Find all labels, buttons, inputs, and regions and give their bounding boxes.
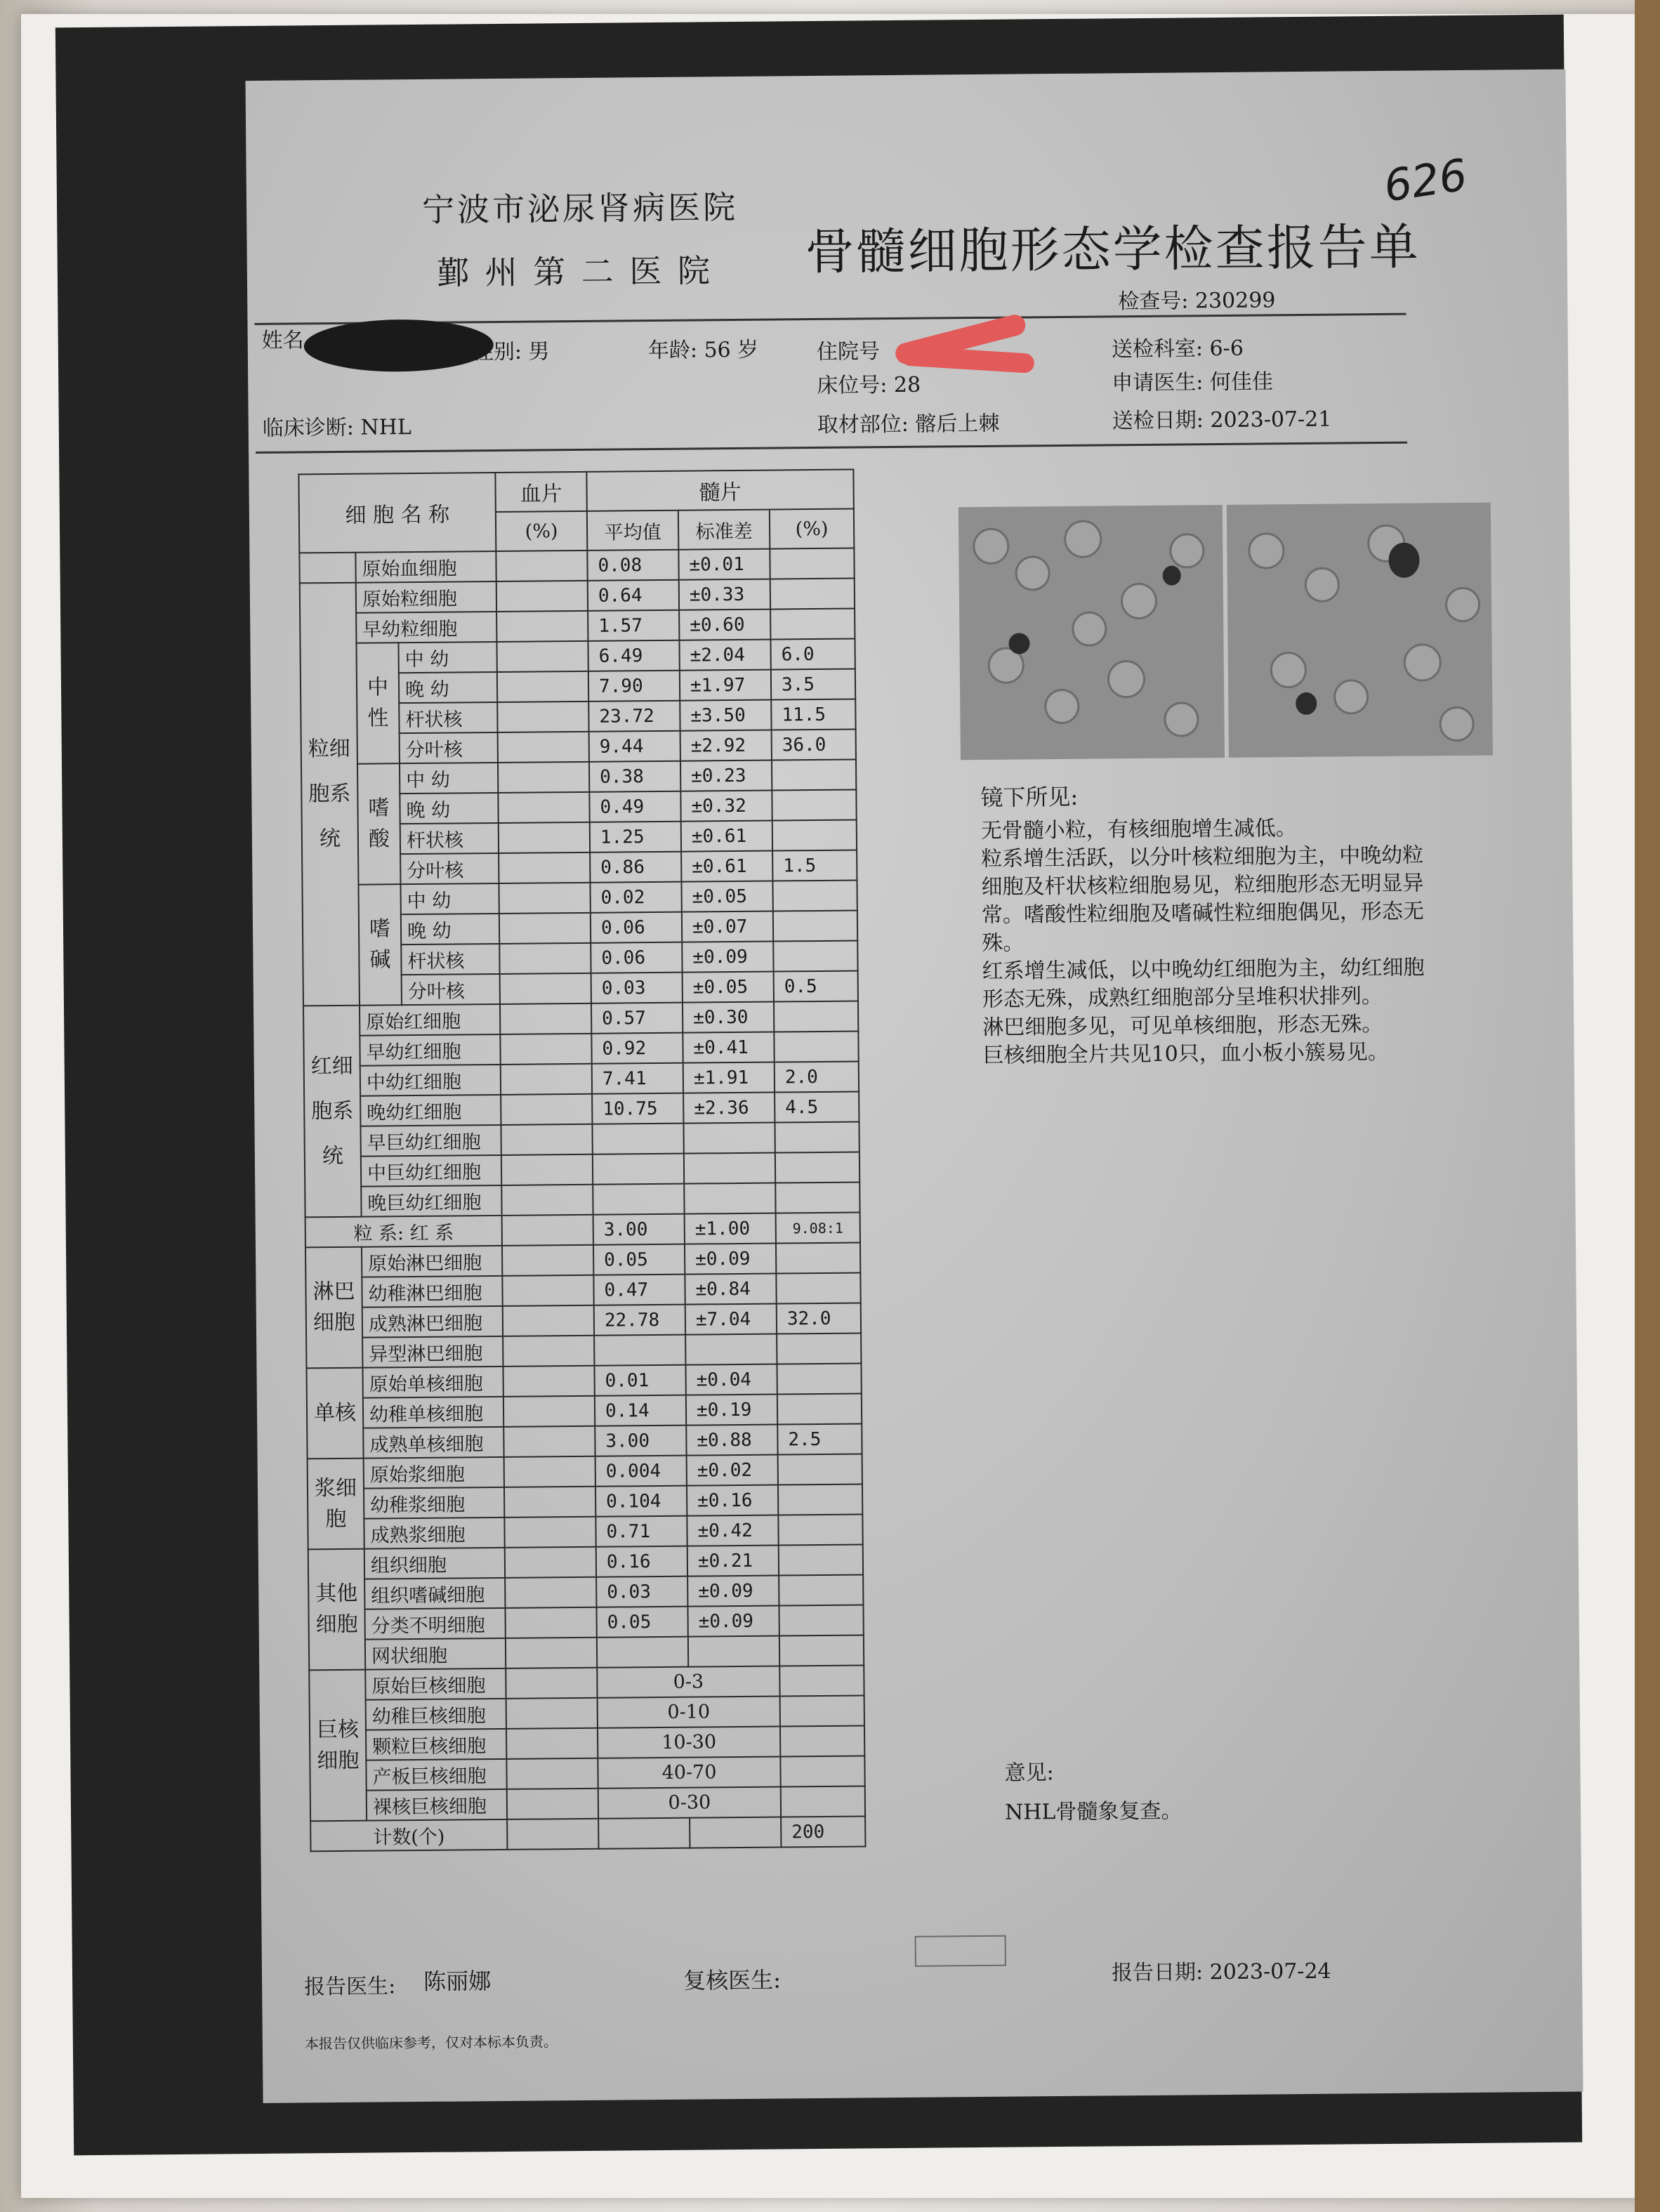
reference-range: 0-30 bbox=[598, 1787, 781, 1819]
pct-value bbox=[780, 1725, 864, 1756]
report-date: 报告日期: 2023-07-24 bbox=[1111, 1958, 1331, 1986]
cell-name: 中 幼 bbox=[398, 642, 496, 673]
pct-value bbox=[779, 1574, 863, 1605]
sd-value bbox=[688, 1636, 779, 1667]
table-row bbox=[306, 1333, 861, 1368]
mean-value: 9.44 bbox=[589, 731, 680, 762]
mean-value bbox=[593, 1184, 684, 1215]
col-header-mean: 平均值 bbox=[587, 511, 678, 551]
hospital-name-1: 宁波市泌尿肾病医院 bbox=[421, 187, 739, 229]
cell-count-table bbox=[298, 469, 866, 1852]
pct-value bbox=[770, 579, 855, 610]
mean-value: 10.75 bbox=[592, 1093, 683, 1124]
pct-value bbox=[773, 941, 857, 972]
table-row bbox=[308, 1484, 862, 1519]
sd-value: ±1.91 bbox=[683, 1062, 775, 1093]
sd-value: ±0.41 bbox=[683, 1032, 774, 1063]
cell-name: 早幼粒细胞 bbox=[356, 612, 496, 643]
group-erythroid: 红细胞系统 bbox=[303, 1006, 362, 1218]
pen-redaction-stroke bbox=[900, 345, 1034, 374]
pct-value: 32.0 bbox=[777, 1303, 861, 1334]
pct-value bbox=[780, 1695, 864, 1726]
sd-value bbox=[684, 1153, 775, 1184]
group-megakaryocyte: 巨核细胞 bbox=[309, 1670, 367, 1822]
table-row bbox=[306, 1363, 861, 1398]
table-row bbox=[304, 1062, 859, 1097]
mean-value: 0.57 bbox=[591, 1003, 683, 1034]
findings-line: 无骨髓小粒，有核细胞增生减低。 bbox=[980, 816, 1297, 843]
mean-value bbox=[597, 1637, 688, 1668]
pct-value bbox=[777, 1393, 862, 1424]
mean-value: 1.25 bbox=[590, 822, 681, 852]
table-row bbox=[303, 1032, 858, 1067]
pct-value bbox=[775, 1182, 859, 1213]
pct-value bbox=[770, 548, 854, 579]
cell-name: 成熟单核细胞 bbox=[363, 1427, 503, 1459]
sd-value: ±2.92 bbox=[680, 730, 772, 761]
pct-value bbox=[777, 1363, 861, 1394]
pct-value bbox=[772, 790, 856, 821]
handwritten-number: 626 bbox=[1381, 149, 1470, 212]
col-header-sd: 标准差 bbox=[678, 510, 770, 550]
sd-value bbox=[683, 1123, 775, 1154]
col-header-pct2: (%) bbox=[770, 509, 854, 549]
cell-name: 晚 幼 bbox=[400, 793, 498, 824]
cell-name: 网状细胞 bbox=[365, 1638, 506, 1670]
pct-value: 11.5 bbox=[771, 699, 855, 730]
table-row bbox=[306, 1303, 861, 1338]
findings-line: 常。嗜酸性粒细胞及嗜碱性粒细胞偶见，形态无 bbox=[981, 899, 1425, 928]
cell-name: 裸核巨核细胞 bbox=[367, 1789, 507, 1821]
cell-name: 成熟淋巴细胞 bbox=[362, 1306, 503, 1338]
cell-name: 原始巨核细胞 bbox=[365, 1668, 506, 1700]
sd-value bbox=[684, 1183, 775, 1214]
age: 年龄: 56 岁 bbox=[647, 337, 759, 364]
sd-value: ±0.09 bbox=[685, 1244, 776, 1275]
table-row bbox=[300, 609, 855, 644]
sd-value: ±2.04 bbox=[679, 640, 770, 671]
sd-value: ±7.04 bbox=[685, 1304, 777, 1335]
table-row bbox=[310, 1786, 865, 1821]
cell-name: 分叶核 bbox=[402, 974, 500, 1005]
micrograph-left bbox=[959, 505, 1225, 760]
name-redaction bbox=[303, 319, 494, 372]
findings-line: 殊。 bbox=[982, 930, 1025, 956]
pct-value bbox=[778, 1484, 862, 1515]
pct-value: 2.5 bbox=[777, 1423, 862, 1454]
cell-name: 早幼红细胞 bbox=[360, 1034, 500, 1066]
pct-value: 1.5 bbox=[772, 850, 857, 881]
pct-value: 4.5 bbox=[775, 1092, 859, 1123]
mean-value: 0.104 bbox=[595, 1486, 687, 1517]
mean-value: 0.06 bbox=[591, 942, 682, 973]
cell-name: 中幼红细胞 bbox=[360, 1065, 501, 1096]
findings-line: 形态无殊，成熟红细胞部分呈堆积状排列。 bbox=[982, 983, 1383, 1012]
report-doctor-label: 报告医生: bbox=[304, 1974, 396, 2000]
sd-value bbox=[685, 1334, 777, 1365]
cell-name: 杆状核 bbox=[401, 944, 499, 975]
mean-value: 0.16 bbox=[596, 1546, 687, 1577]
mean-value: 23.72 bbox=[588, 701, 680, 732]
cell-name: 组织细胞 bbox=[364, 1548, 505, 1579]
table-row bbox=[309, 1635, 864, 1670]
sd-value: ±2.36 bbox=[683, 1093, 775, 1124]
mean-value: 0.05 bbox=[596, 1607, 687, 1638]
mean-value: 0.71 bbox=[595, 1516, 687, 1547]
cell-name: 幼稚淋巴细胞 bbox=[362, 1276, 502, 1308]
group-monocyte: 单核 bbox=[306, 1368, 363, 1459]
mean-value: 0.03 bbox=[591, 973, 683, 1003]
pct-value bbox=[774, 1001, 858, 1032]
table-row bbox=[300, 579, 855, 614]
sd-value: ±0.05 bbox=[683, 972, 774, 1003]
table-row bbox=[305, 1152, 859, 1187]
mean-value: 0.004 bbox=[595, 1456, 687, 1487]
pct-value bbox=[774, 1032, 858, 1062]
mean-value: 0.49 bbox=[589, 791, 680, 822]
cell-name: 晚巨幼红细胞 bbox=[361, 1185, 501, 1217]
mean-value bbox=[593, 1154, 684, 1185]
table-row bbox=[307, 1393, 862, 1428]
pct-value bbox=[775, 1152, 859, 1183]
pct-value bbox=[779, 1544, 863, 1575]
cell-name: 异型淋巴细胞 bbox=[362, 1336, 503, 1368]
pct-value bbox=[779, 1665, 864, 1696]
cell-name: 组织嗜碱细胞 bbox=[364, 1578, 505, 1609]
mean-value: 0.86 bbox=[590, 852, 681, 883]
findings-heading: 镜下所见: bbox=[980, 783, 1079, 811]
sd-value: ±0.04 bbox=[685, 1364, 777, 1395]
cell-name: 原始淋巴细胞 bbox=[362, 1246, 502, 1277]
disclaimer: 本报告仅供临床参考，仅对本标本负责。 bbox=[304, 2033, 558, 2053]
mean-value: 0.02 bbox=[590, 882, 681, 913]
report-sheet bbox=[245, 70, 1583, 2103]
mean-value: 0.47 bbox=[593, 1275, 685, 1305]
cell-name: 幼稚浆细胞 bbox=[364, 1487, 504, 1519]
subgroup-eosinophil: 嗜酸 bbox=[357, 763, 400, 885]
subgroup-basophil: 嗜碱 bbox=[358, 884, 401, 1006]
sd-value: ±0.23 bbox=[680, 761, 772, 791]
pct-value bbox=[778, 1454, 862, 1484]
table-row bbox=[308, 1544, 863, 1579]
cell-name: 幼稚巨核细胞 bbox=[366, 1699, 506, 1730]
table-edge bbox=[1635, 0, 1660, 2212]
bed-number: 床位号: 28 bbox=[817, 372, 921, 398]
col-header-blood-smear: 血片 bbox=[495, 472, 586, 512]
col-header-pct: (%) bbox=[496, 511, 587, 551]
mean-value: 0.64 bbox=[588, 580, 679, 611]
submit-date: 送检日期: 2023-07-21 bbox=[1112, 407, 1332, 434]
pct-value bbox=[780, 1756, 864, 1786]
table-row bbox=[304, 1092, 859, 1127]
mean-value: 7.41 bbox=[592, 1063, 683, 1094]
sd-value: ±0.32 bbox=[680, 791, 772, 822]
mean-value: 0.06 bbox=[591, 912, 682, 943]
table-row bbox=[308, 1454, 862, 1489]
col-header-marrow-smear: 髓片 bbox=[586, 470, 853, 511]
mean-value: 1.57 bbox=[588, 610, 679, 641]
sd-value: ±0.19 bbox=[686, 1395, 777, 1426]
sd-value: ±3.50 bbox=[680, 700, 771, 731]
pct-value bbox=[778, 1514, 862, 1545]
cell-name: 粒 系: 红 系 bbox=[305, 1216, 502, 1247]
hospital-name-2: 鄞 州 第 二 医 院 bbox=[436, 251, 713, 292]
cell-name: 分类不明细胞 bbox=[364, 1608, 505, 1640]
pct-value bbox=[772, 881, 857, 911]
cell-name: 成熟浆细胞 bbox=[364, 1518, 504, 1549]
table-row bbox=[302, 881, 857, 916]
cell-name: 中 幼 bbox=[400, 763, 498, 794]
group-lymphocyte: 淋巴细胞 bbox=[305, 1247, 362, 1369]
mean-value: 0.14 bbox=[595, 1395, 686, 1426]
cell-name: 杆状核 bbox=[400, 823, 499, 854]
pct-value bbox=[779, 1605, 863, 1635]
sd-value: ±0.30 bbox=[683, 1002, 774, 1033]
sd-value: ±1.00 bbox=[685, 1213, 776, 1244]
report-title: 骨髓细胞形态学检查报告单 bbox=[805, 218, 1421, 282]
findings-line: 粒系增生活跃，以分叶核粒细胞为主，中晚幼粒 bbox=[981, 843, 1424, 871]
exam-number: 检查号: 230299 bbox=[1118, 288, 1276, 315]
sd-value: ±0.61 bbox=[681, 821, 772, 852]
pct-value bbox=[779, 1635, 864, 1666]
sd-value: ±0.33 bbox=[679, 579, 770, 610]
cell-name: 颗粒巨核细胞 bbox=[366, 1729, 506, 1760]
cell-name: 幼稚单核细胞 bbox=[363, 1397, 503, 1428]
ratio-value: 9.08:1 bbox=[776, 1212, 860, 1243]
sd-value: ±0.21 bbox=[687, 1546, 779, 1576]
photocopy bbox=[55, 15, 1582, 2156]
pct-value bbox=[776, 1272, 860, 1303]
reference-range: 40-70 bbox=[598, 1757, 780, 1789]
table-row bbox=[308, 1574, 863, 1609]
reference-range: 0-3 bbox=[597, 1666, 779, 1698]
table-row bbox=[310, 1695, 864, 1730]
table-row bbox=[308, 1514, 862, 1549]
mean-value bbox=[594, 1335, 685, 1366]
gender: 性别: 男 bbox=[472, 339, 550, 365]
opinion-text: NHL骨髓象复查。 bbox=[1004, 1798, 1183, 1825]
pct-value: 36.0 bbox=[772, 730, 856, 761]
table-row bbox=[308, 1605, 863, 1640]
sd-value: ±1.97 bbox=[680, 670, 771, 701]
findings-line: 淋巴细胞多见，可见单核细胞，形态无殊。 bbox=[982, 1011, 1383, 1040]
table-row bbox=[310, 1756, 864, 1791]
table-row bbox=[301, 760, 856, 795]
mean-value: 0.01 bbox=[594, 1365, 685, 1396]
table-row bbox=[305, 1272, 860, 1308]
sd-value: ±0.05 bbox=[681, 881, 772, 912]
pct-value: 3.5 bbox=[771, 669, 855, 700]
mean-value: 22.78 bbox=[594, 1305, 685, 1336]
subgroup-neutrophil: 中性 bbox=[356, 643, 399, 764]
pct-value bbox=[772, 760, 856, 791]
mean-value: 7.90 bbox=[588, 671, 680, 702]
mean-value: 0.08 bbox=[587, 550, 678, 581]
cell-name: 早巨幼红细胞 bbox=[360, 1125, 501, 1157]
pct-value bbox=[777, 1333, 861, 1364]
opinion-heading: 意见: bbox=[1004, 1760, 1054, 1786]
sd-value: ±0.88 bbox=[686, 1425, 777, 1456]
pct-value: 6.0 bbox=[770, 639, 855, 670]
reference-range: 10-30 bbox=[598, 1727, 780, 1758]
pct-value: 2.0 bbox=[775, 1062, 859, 1093]
review-doctor-label: 复核医生: bbox=[683, 1966, 782, 1994]
mean-value: 0.03 bbox=[596, 1576, 687, 1607]
pct-value bbox=[781, 1786, 865, 1817]
count-value: 200 bbox=[781, 1816, 865, 1847]
group-granulocyte: 粒细胞系统 bbox=[300, 583, 360, 1006]
group-plasma: 浆细胞 bbox=[308, 1459, 364, 1550]
cell-name: 原始单核细胞 bbox=[362, 1367, 503, 1398]
cell-name: 原始血细胞 bbox=[355, 551, 496, 583]
pct-value bbox=[776, 1242, 860, 1273]
mean-value: 6.49 bbox=[588, 640, 679, 671]
sd-value: ±0.02 bbox=[687, 1455, 778, 1486]
mean-value: 3.00 bbox=[593, 1214, 685, 1245]
sd-value: ±0.16 bbox=[687, 1485, 778, 1516]
micrograph-right bbox=[1227, 503, 1493, 758]
sd-value: ±0.09 bbox=[682, 942, 773, 973]
clinical-diagnosis: 临床诊断: NHL bbox=[262, 415, 411, 441]
cell-name: 中 幼 bbox=[400, 883, 499, 914]
info-rule bbox=[256, 442, 1407, 454]
sd-value: ±0.60 bbox=[679, 610, 770, 640]
cell-name: 原始红细胞 bbox=[360, 1004, 500, 1036]
table-row bbox=[303, 1001, 858, 1036]
table-row bbox=[304, 1122, 859, 1157]
cell-name: 晚 幼 bbox=[399, 672, 497, 703]
name-label: 姓名 bbox=[261, 328, 304, 353]
cell-name: 分叶核 bbox=[400, 732, 498, 763]
count-row bbox=[310, 1816, 865, 1851]
pct-value bbox=[770, 609, 855, 640]
table-row bbox=[309, 1665, 864, 1700]
table-row bbox=[300, 639, 855, 674]
department: 送检科室: 6-6 bbox=[1111, 336, 1244, 362]
findings-line: 巨核细胞全片共见10只，血小板小簇易见。 bbox=[982, 1039, 1389, 1068]
pct-value: 0.5 bbox=[774, 971, 858, 1002]
mean-value bbox=[592, 1124, 683, 1154]
cell-name: 晚幼红细胞 bbox=[360, 1095, 501, 1126]
sample-site: 取材部位: 髂后上棘 bbox=[817, 411, 1000, 437]
sd-value: ±0.07 bbox=[682, 911, 773, 942]
pct-value bbox=[773, 911, 857, 942]
col-header-cell-name: 细 胞 名 称 bbox=[298, 473, 496, 553]
findings-line: 细胞及杆状核粒细胞易见，粒细胞形态无明显异 bbox=[981, 871, 1424, 900]
reference-range: 0-10 bbox=[598, 1697, 780, 1728]
inpatient-number-label: 住院号 bbox=[816, 339, 881, 364]
requesting-doctor: 申请医生: 何佳佳 bbox=[1112, 369, 1274, 396]
mean-value: 3.00 bbox=[595, 1426, 686, 1456]
sd-value: ±0.01 bbox=[678, 549, 770, 580]
cell-name: 杆状核 bbox=[399, 702, 497, 733]
group-other: 其他细胞 bbox=[308, 1549, 365, 1671]
mean-value: 0.38 bbox=[589, 761, 680, 792]
count-label: 计数(个) bbox=[310, 1819, 507, 1851]
seal-stamp bbox=[915, 1935, 1006, 1967]
report-doctor-name: 陈丽娜 bbox=[423, 1968, 492, 1995]
mean-value: 0.92 bbox=[591, 1033, 683, 1064]
table-row bbox=[305, 1182, 859, 1217]
table-row bbox=[310, 1725, 864, 1760]
table-row bbox=[299, 548, 854, 584]
sd-value: ±0.42 bbox=[687, 1515, 778, 1546]
table-row bbox=[305, 1212, 860, 1247]
table-row bbox=[307, 1423, 862, 1459]
findings-line: 红系增生减低，以中晚幼红细胞为主，幼红细胞 bbox=[982, 955, 1425, 984]
mean-value: 0.05 bbox=[593, 1244, 685, 1275]
sd-value: ±0.09 bbox=[687, 1576, 779, 1607]
cell-name: 分叶核 bbox=[400, 853, 499, 884]
sd-value: ±0.61 bbox=[681, 851, 772, 882]
pct-value bbox=[775, 1122, 859, 1153]
table-row bbox=[305, 1242, 860, 1277]
cell-name: 原始粒细胞 bbox=[356, 581, 496, 613]
sd-value: ±0.09 bbox=[687, 1606, 779, 1637]
sd-value: ±0.84 bbox=[685, 1274, 776, 1305]
cell-name: 中巨幼红细胞 bbox=[361, 1155, 501, 1187]
cell-name: 晚 幼 bbox=[401, 914, 499, 944]
cell-name: 原始浆细胞 bbox=[364, 1457, 504, 1489]
pct-value bbox=[772, 820, 857, 851]
cell-name: 产板巨核细胞 bbox=[366, 1759, 506, 1791]
